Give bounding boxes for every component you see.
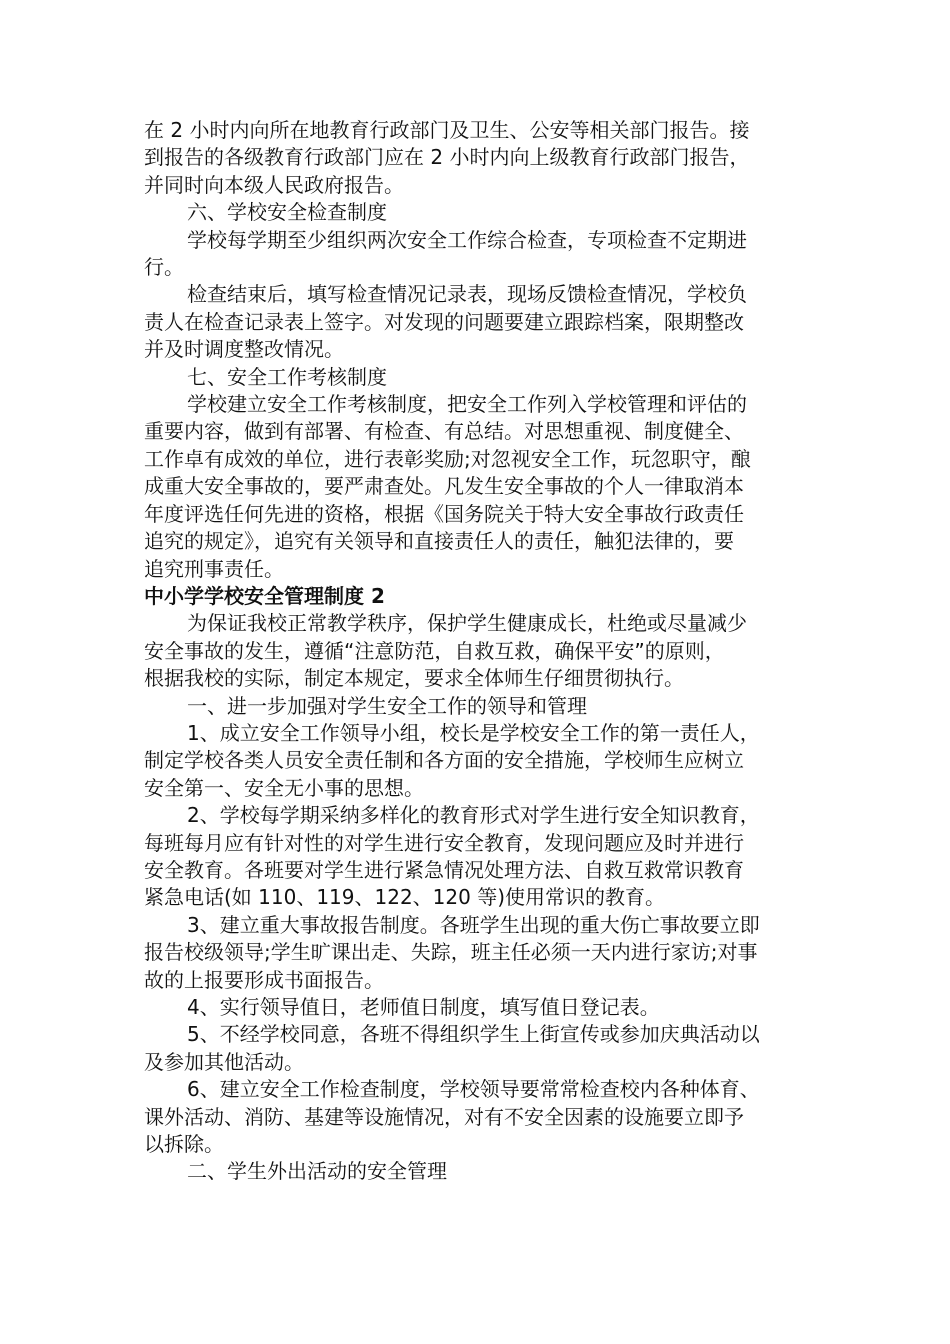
text-line: 制定学校各类人员安全责任制和各方面的安全措施，学校师生应树立 [144,748,744,773]
text-line: 并及时调度整改情况。 [144,337,344,362]
text-line: 安全事故的发生，遵循“注意防范，自救互救，确保平安”的原则， [144,638,725,663]
text-line: 安全第一、安全无小事的思想。 [144,775,424,800]
text-line: 年度评选任何先进的资格，根据《国务院关于特大安全事故行政责任 [144,501,744,526]
text-line: 检查结束后，填写检查情况记录表，现场反馈检查情况，学校负 [187,282,747,307]
text-line: 二、学生外出活动的安全管理 [187,1159,447,1184]
text-line: 责人在检查记录表上签字。对发现的问题要建立跟踪档案，限期整改 [144,309,744,334]
text-line: 追究刑事责任。 [144,556,284,581]
text-line: 在 2 小时内向所在地教育行政部门及卫生、公安等相关部门报告。接 [144,118,750,142]
text-line: 行。 [144,255,184,280]
text-line: 报告校级领导;学生旷课出走、失踪，班主任必须一天内进行家访;对事 [144,940,758,965]
text-line: 2、学校每学期采纳多样化的教育形式对学生进行安全知识教育， [187,803,760,828]
text-line: 5、不经学校同意，各班不得组织学生上街宣传或参加庆典活动以 [187,1022,760,1047]
text-line: 及参加其他活动。 [144,1049,304,1074]
document-page [144,117,808,1186]
text-line: 紧急电话(如 110、119、122、120 等)使用常识的教育。 [144,885,666,910]
text-line: 安全教育。各班要对学生进行紧急情况处理方法、自救互救常识教育 [144,857,744,882]
text-line: 学校建立安全工作考核制度，把安全工作列入学校管理和评估的 [187,392,747,417]
text-line: 为保证我校正常教学秩序，保护学生健康成长，杜绝或尽量减少 [187,611,747,636]
text-line: 工作卓有成效的单位，进行表彰奖励;对忽视安全工作，玩忽职守，酿 [144,446,751,471]
text-line: 并同时向本级人民政府报告。 [144,172,404,197]
text-line: 每班每月应有针对性的对学生进行安全教育，发现问题应及时并进行 [144,830,744,855]
text-line: 3、建立重大事故报告制度。各班学生出现的重大伤亡事故要立即 [187,912,760,937]
text-line: 成重大安全事故的，要严肃查处。凡发生安全事故的个人一律取消本 [144,474,744,499]
section-title: 中小学学校安全管理制度 2 [144,583,385,608]
text-line: 学校每学期至少组织两次安全工作综合检查，专项检查不定期进 [187,227,747,252]
text-line: 一、进一步加强对学生安全工作的领导和管理 [187,693,587,718]
text-line: 到报告的各级教育行政部门应在 2 小时内向上级教育行政部门报告， [144,145,750,170]
text-line: 重要内容，做到有部署、有检查、有总结。对思想重视、制度健全、 [144,419,744,444]
text-line: 以拆除。 [144,1132,224,1157]
text-line: 七、安全工作考核制度 [187,364,387,389]
text-line: 4、实行领导值日，老师值日制度，填写值日登记表。 [187,995,660,1019]
text-line: 课外活动、消防、基建等设施情况，对有不安全因素的设施要立即予 [144,1104,744,1129]
document-body [144,117,808,1186]
text-line: 六、学校安全检查制度 [187,200,387,225]
text-line: 1、成立安全工作领导小组，校长是学校安全工作的第一责任人， [187,720,760,745]
text-line: 追究的规定》，追究有关领导和直接责任人的责任，触犯法律的，要 [144,529,734,554]
text-line: 根据我校的实际，制定本规定，要求全体师生仔细贯彻执行。 [144,666,684,691]
text-line: 故的上报要形成书面报告。 [144,967,384,992]
text-line: 6、建立安全工作检查制度，学校领导要常常检查校内各种体育、 [187,1077,760,1102]
